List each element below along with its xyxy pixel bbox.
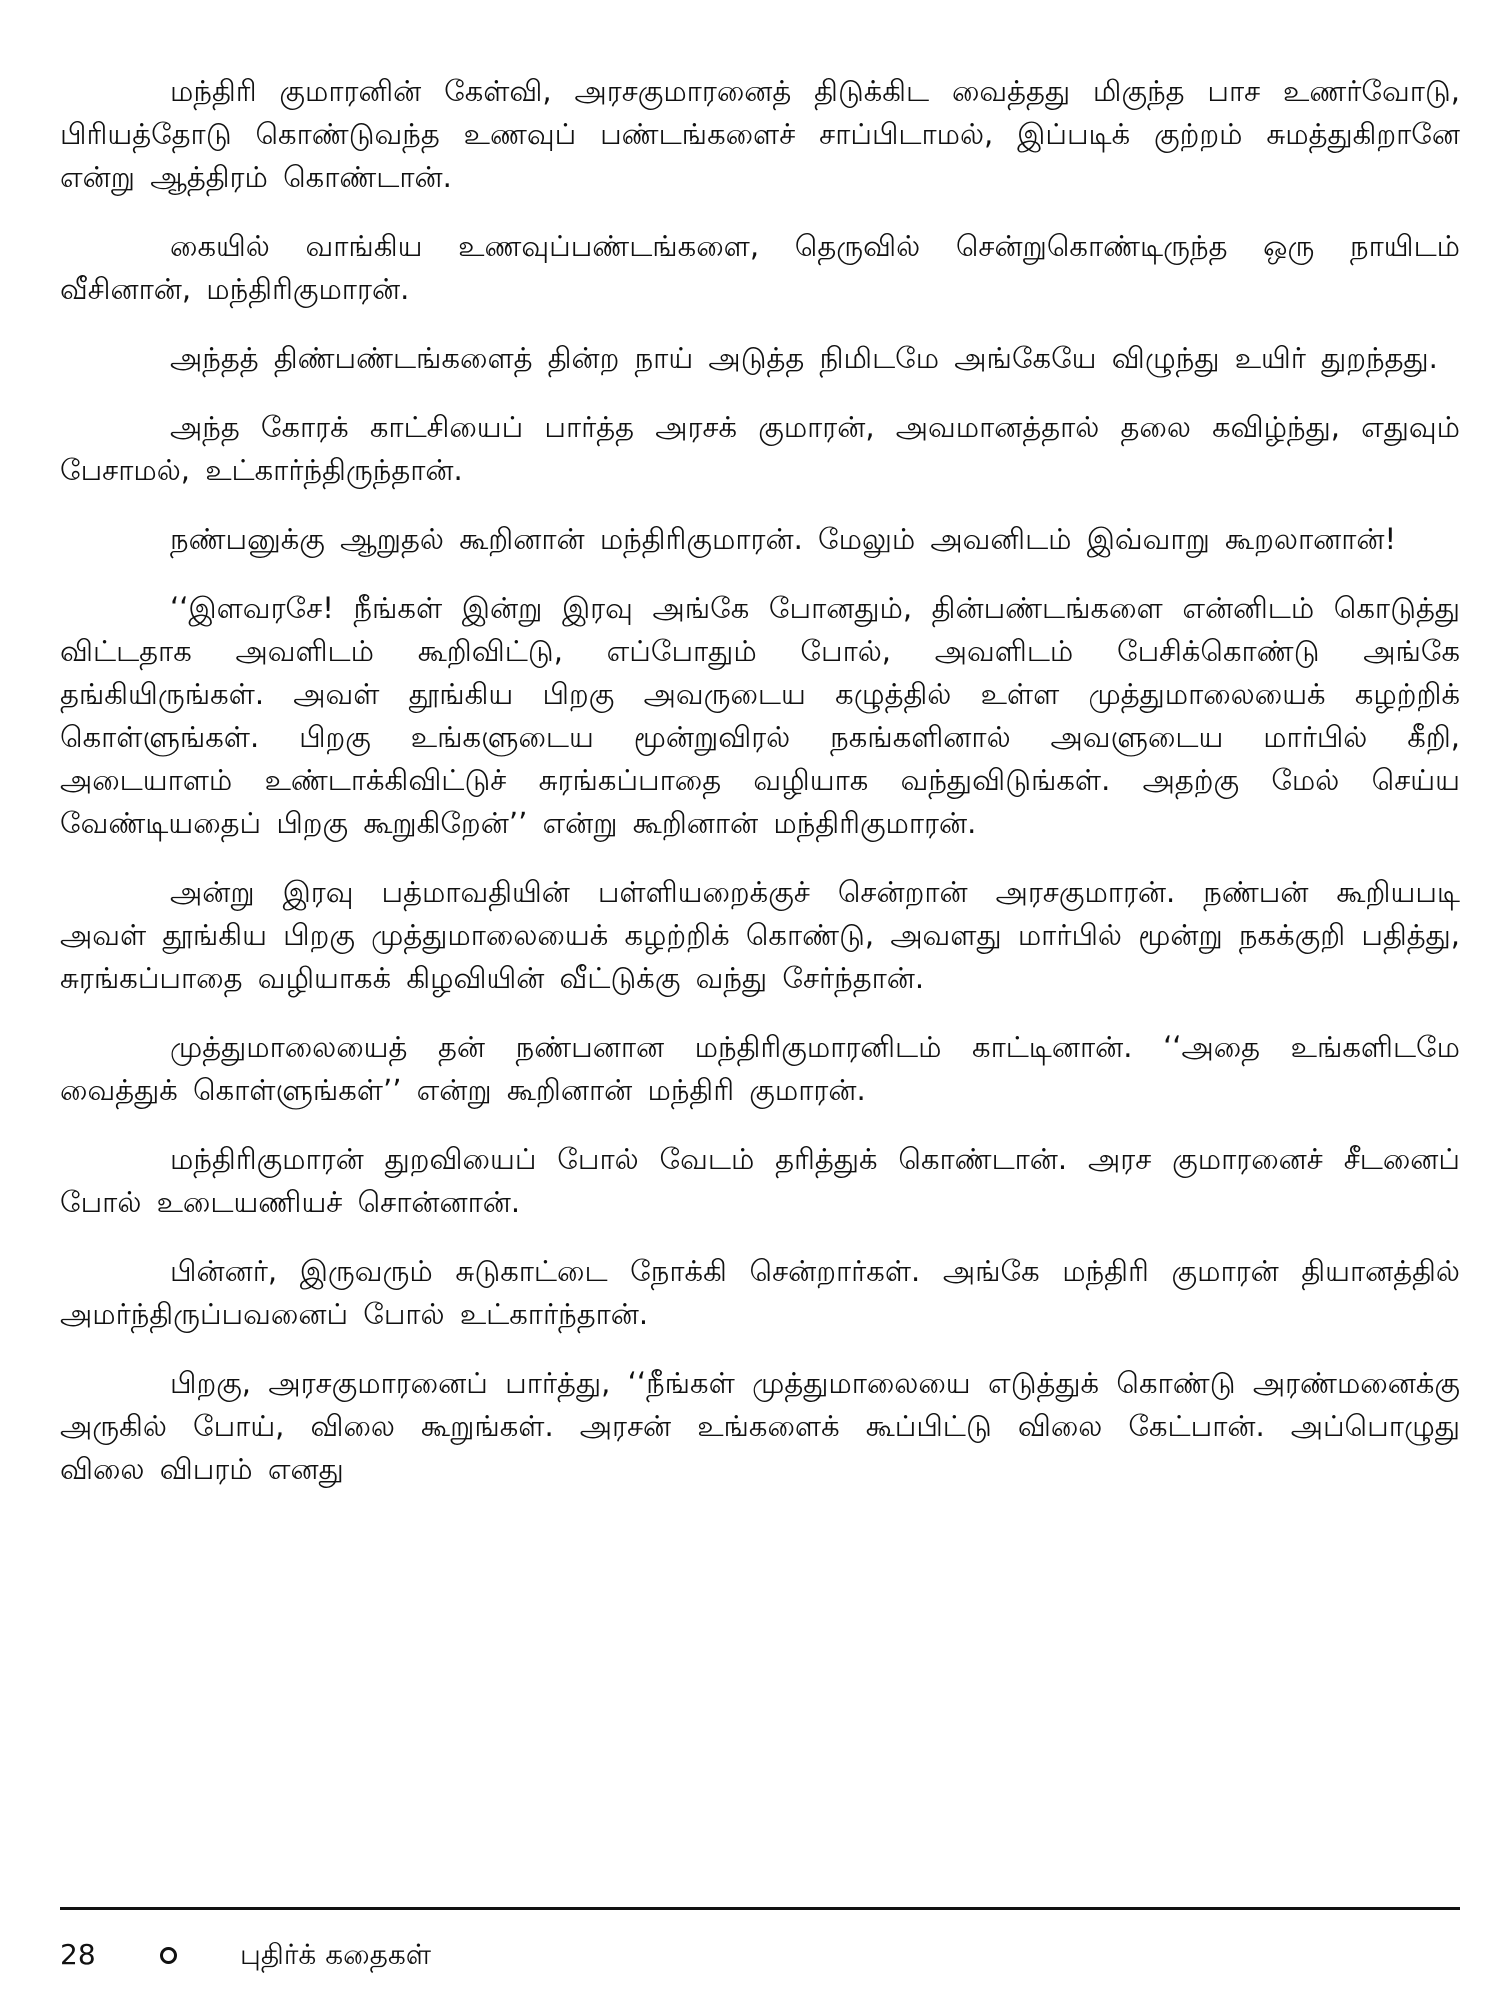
- paragraph-3: அந்தத் திண்பண்டங்களைத் தின்ற நாய் அடுத்த நிமிடமே அங்கேயே விழுந்து உயிர் துறந்தது.: [170, 341, 1438, 375]
- paragraph-11: பிறகு, அரசகுமாரனைப் பார்த்து, ‘‘நீங்கள் முத்துமாலையை எடுத்துக் கொண்டு அரண்மனைக்கு அருகில் போய், விலை கூறுங்கள். அரசன் உங்களைக் கூப்பிட்டு விலை கேட்பான். அப்பொழுது விலை விபரம் எனது: [60, 1366, 1460, 1486]
- paragraph-7: அன்று இரவு பத்மாவதியின் பள்ளியறைக்குச் சென்றான் அரசகுமாரன். நண்பன் கூறியபடி அவள் தூங்கிய பிறகு முத்துமாலையைக் கழற்றிக் கொண்டு, அவளது மார்பில் மூன்று நகக்குறி பதித்து, சுரங்கப்பாதை வழியாகக் கிழவியின் வீட்டுக்கு வந்து சேர்ந்தான்.: [60, 875, 1460, 995]
- paragraph-9: மந்திரிகுமாரன் துறவியைப் போல் வேடம் தரித்துக் கொண்டான். அரச குமாரனைச் சீடனைப் போல் உடையணியச் சொன்னான்.: [60, 1142, 1460, 1219]
- paragraph-5: நண்பனுக்கு ஆறுதல் கூறினான் மந்திரிகுமாரன். மேலும் அவனிடம் இவ்வாறு கூறலானான்!: [170, 522, 1397, 556]
- paragraph-6: ‘‘இளவரசே! நீங்கள் இன்று இரவு அங்கே போனதும், தின்பண்டங்களை என்னிடம் கொடுத்து விட்டதாக அவளிடம் கூறிவிட்டு, எப்போதும் போல், அவளிடம் பேசிக்கொண்டு அங்கே தங்கியிருங்கள். அவள் தூங்கிய பிறகு அவருடைய கழுத்தில் உள்ள முத்துமாலையைக் கழற்றிக் கொள்ளுங்கள். பிறகு உங்களுடைய மூன்றுவிரல் நகங்களினால் அவளுடைய மார்பில் கீறி, அடையாளம் உண்டாக்கிவிட்டுச் சுரங்கப்பாதை வழியாக வந்துவிடுங்கள். அதற்கு மேல் செய்ய வேண்டியதைப் பிறகு கூறுகிறேன்’’ என்று கூறினான் மந்திரிகுமாரன்.: [60, 591, 1460, 840]
- page-footer: [60, 1935, 431, 1975]
- book-title: புதிர்க் கதைகள்: [240, 1938, 432, 1971]
- footer-rule: [60, 1907, 1460, 1910]
- paragraph-1: மந்திரி குமாரனின் கேள்வி, அரசகுமாரனைத் திடுக்கிட வைத்தது மிகுந்த பாச உணர்வோடு, பிரியத்தோடு கொண்டுவந்த உணவுப் பண்டங்களைச் சாப்பிடாமல், இப்படிக் குற்றம் சுமத்துகிறானே என்று ஆத்திரம் கொண்டான்.: [60, 74, 1460, 194]
- story-text: [60, 70, 1460, 1491]
- paragraph-2: கையில் வாங்கிய உணவுப்பண்டங்களை, தெருவில் சென்றுகொண்டிருந்த ஒரு நாயிடம் வீசினான், மந்திரிகுமாரன்.: [60, 229, 1460, 306]
- paragraph-4: அந்த கோரக் காட்சியைப் பார்த்த அரசக் குமாரன், அவமானத்தால் தலை கவிழ்ந்து, எதுவும் பேசாமல், உட்கார்ந்திருந்தான்.: [60, 410, 1460, 487]
- paragraph-10: பின்னர், இருவரும் சுடுகாட்டை நோக்கி சென்றார்கள். அங்கே மந்திரி குமாரன் தியானத்தில் அமர்ந்திருப்பவனைப் போல் உட்கார்ந்தான்.: [60, 1254, 1460, 1331]
- circle-icon: [160, 1947, 177, 1964]
- page-number: 28: [60, 1938, 96, 1971]
- paragraph-8: முத்துமாலையைத் தன் நண்பனான மந்திரிகுமாரனிடம் காட்டினான். ‘‘அதை உங்களிடமே வைத்துக் கொள்ளுங்கள்’’ என்று கூறினான் மந்திரி குமாரன்.: [60, 1030, 1460, 1107]
